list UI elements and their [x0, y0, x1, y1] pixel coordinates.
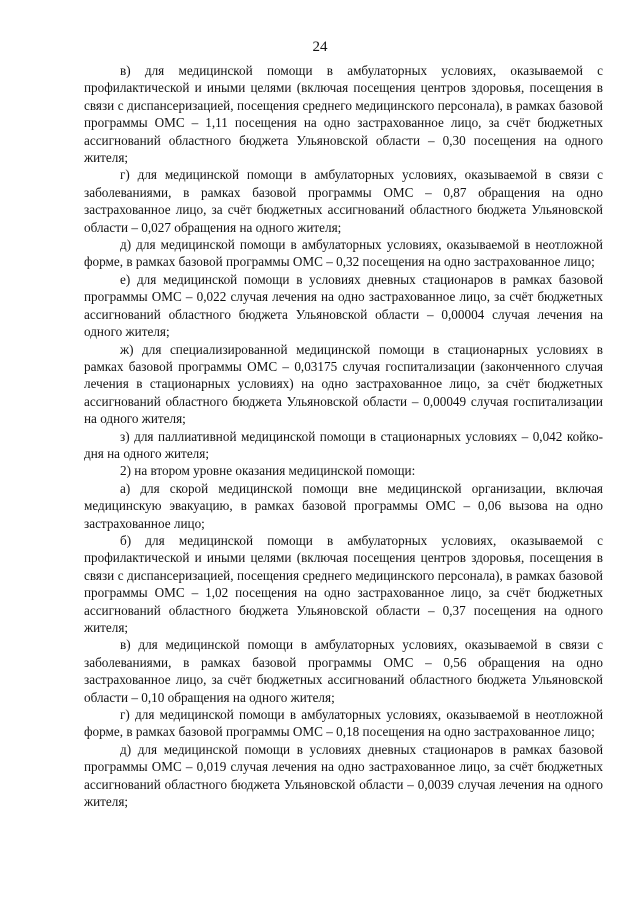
- paragraph-v-level2-diseases: в) для медицинской помощи в амбулаторных условиях, оказываемой в связи с заболеваниями, в рамках базовой программы ОМС – 0,56 обращения на одно застрахованное лицо, за счёт бюджетных ассигнований областного бюджета Ульяновской области – 0,10 обращения на одного жителя;: [84, 637, 603, 705]
- paragraph-z-level1-palliative: з) для паллиативной медицинской помощи в стационарных условиях – 0,042 койко-дня на одного жителя;: [84, 428, 603, 461]
- paragraph-v-level1-preventive: в) для медицинской помощи в амбулаторных условиях, оказываемой с профилактической и иными целями (включая посещения центров здоровья, посещения в связи с диспансеризацией, посещения среднего медицинского персонала), в рамках базовой программы ОМС – 1,11 посещения на одно застрахованное лицо, за счёт бюджетных ассигнований областного бюджета Ульяновской области – 0,30 посещения на одного жителя;: [84, 63, 603, 166]
- paragraph-g-level2-emergency: г) для медицинской помощи в амбулаторных условиях, оказываемой в неотложной форме, в рамках базовой программы ОМС – 0,18 посещения на одно застрахованное лицо;: [84, 707, 603, 740]
- paragraph-a-level2-ambulance: а) для скорой медицинской помощи вне медицинской организации, включая медицинскую эвакуацию, в рамках базовой программы ОМС – 0,06 вызова на одно застрахованное лицо;: [84, 480, 603, 531]
- paragraph-g-level1-diseases: г) для медицинской помощи в амбулаторных условиях, оказываемой в связи с заболеваниями, в рамках базовой программы ОМС – 0,87 обращения на одно застрахованное лицо, за счёт бюджетных ассигнований областного бюджета Ульяновской области – 0,027 обращения на одного жителя;: [84, 167, 603, 235]
- page-number: 24: [312, 39, 328, 55]
- paragraph-d-level1-emergency: д) для медицинской помощи в амбулаторных условиях, оказываемой в неотложной форме, в рамках базовой программы ОМС – 0,32 посещения на одно застрахованное лицо;: [84, 237, 603, 270]
- paragraph-d-level2-day-hospital: д) для медицинской помощи в условиях дневных стационаров в рамках базовой программы ОМС – 0,019 случая лечения на одно застрахованное лицо, за счёт бюджетных ассигнований областного бюджета Ульяновской области – 0,0039 случая лечения на одного жителя;: [84, 741, 603, 810]
- paragraph-e-level1-day-hospital: е) для медицинской помощи в условиях дневных стационаров в рамках базовой программы ОМС – 0,022 случая лечения на одно застрахованное лицо, за счёт бюджетных ассигнований областного бюджета Ульяновской области – 0,00004 случая лечения на одного жителя;: [84, 271, 603, 340]
- paragraph-b-level2-preventive: б) для медицинской помощи в амбулаторных условиях, оказываемой с профилактической и иными целями (включая посещения центров здоровья, посещения в связи с диспансеризацией, посещения среднего медицинского персонала), в рамках базовой программы ОМС – 1,02 посещения на одно застрахованное лицо, за счёт бюджетных ассигнований областного бюджета Ульяновской области – 0,37 посещения на одного жителя;: [84, 532, 603, 635]
- section-heading-level2: 2) на втором уровне оказания медицинской помощи:: [120, 463, 416, 479]
- document-body: [84, 62, 603, 810]
- paragraph-zh-level1-inpatient: ж) для специализированной медицинской помощи в стационарных условиях в рамках базовой программы ОМС – 0,03175 случая госпитализации (законченного случая лечения в стационарных условиях) на одно застрахованное лицо, за счёт бюджетных ассигнований областного бюджета Ульяновской области – 0,00049 случая госпитализации на одного жителя;: [84, 341, 603, 427]
